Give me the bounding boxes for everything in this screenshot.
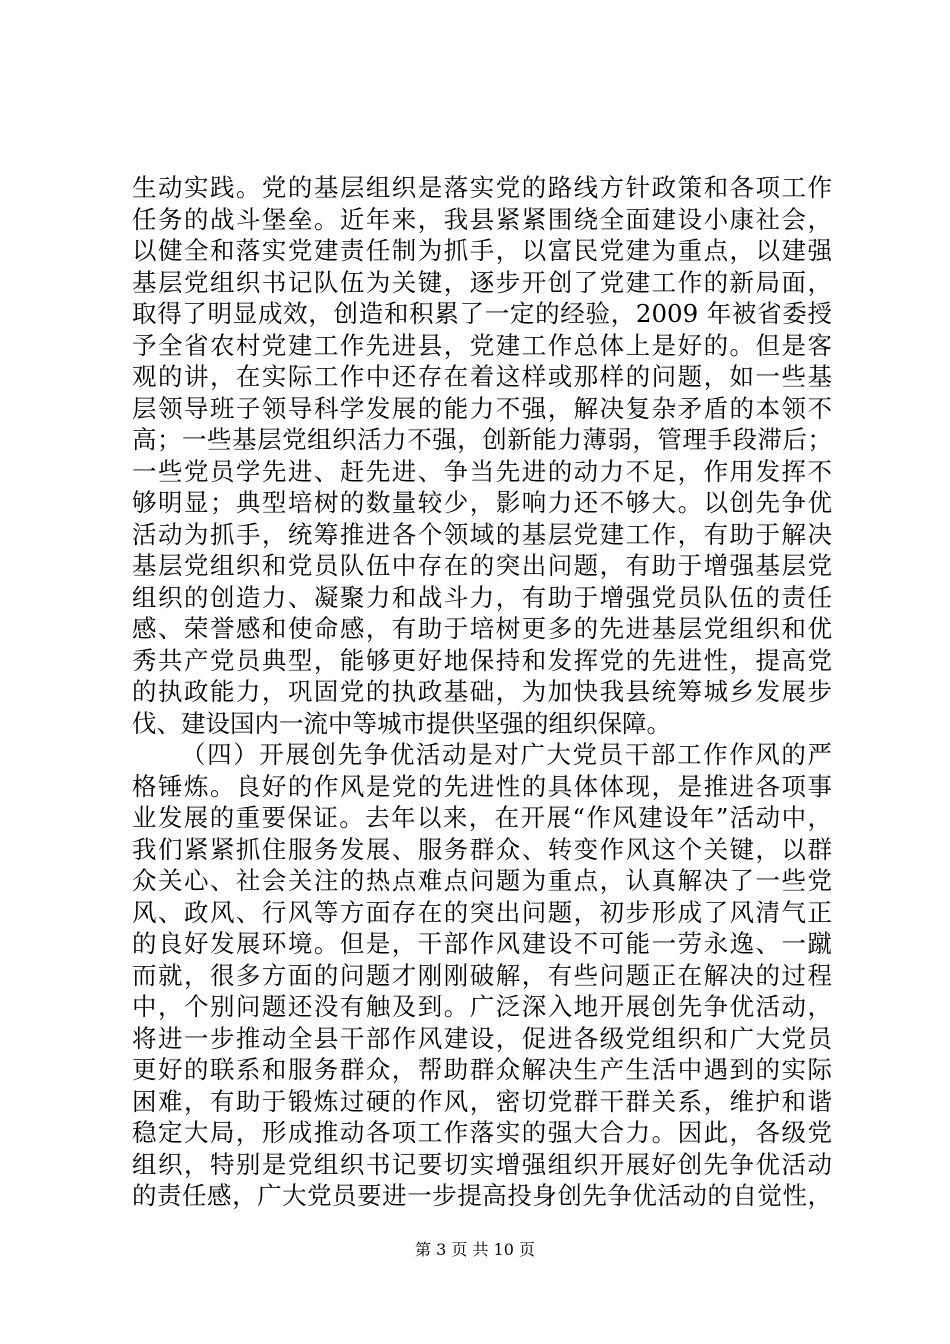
text-line: 格锤炼。良好的作风是党的先进性的具体体现，是推进各项事 <box>132 771 832 801</box>
text-line: 众关心、社会关注的热点难点问题为重点，认真解决了一些党 <box>132 866 832 895</box>
text-line: 困难，有助于锻炼过硬的作风，密切党群干群关系，维护和谐 <box>132 1086 832 1116</box>
text-line: 取得了明显成效，创造和积累了一定的经验，2009 年被省委授 <box>132 299 832 328</box>
text-line: 组织，特别是党组织书记要切实增强组织开展好创先争优活动 <box>132 1149 832 1179</box>
page-number-footer: 第 3 页 共 10 页 <box>415 1240 535 1259</box>
text-line: 秀共产党员典型，能够更好地保持和发挥党的先进性，提高党 <box>132 645 832 675</box>
text-line: 稳定大局，形成推动各项工作落实的强大合力。因此，各级党 <box>132 1118 832 1147</box>
text-line: 伐、建设国内一流中等城市提供坚强的组织保障。 <box>132 708 671 738</box>
text-line: 感、荣誉感和使命感，有助于培树更多的先进基层党组织和优 <box>132 614 832 643</box>
text-line: 的执政能力，巩固党的执政基础，为加快我县统筹城乡发展步 <box>132 677 832 706</box>
text-line: 中，个别问题还没有触及到。广泛深入地开展创先争优活动， <box>132 992 832 1021</box>
body-text <box>132 172 832 1212</box>
text-line: 风、政风、行风等方面存在的突出问题，初步形成了风清气正 <box>132 897 832 927</box>
text-line: 基层党组织和党员队伍中存在的突出问题，有助于增强基层党 <box>132 551 832 580</box>
text-line: （四）开展创先争优活动是对广大党员干部工作作风的严 <box>181 740 832 769</box>
text-line: 层领导班子领导科学发展的能力不强，解决复杂矛盾的本领不 <box>132 393 832 423</box>
text-line: 予全省农村党建工作先进县，党建工作总体上是好的。但是客 <box>132 330 832 360</box>
text-line: 业发展的重要保证。去年以来，在开展“作风建设年”活动中， <box>132 803 832 832</box>
text-line: 高；一些基层党组织活力不强，创新能力薄弱，管理手段滞后； <box>132 425 832 454</box>
text-line: 够明显；典型培树的数量较少，影响力还不够大。以创先争优 <box>132 488 832 517</box>
text-line: 生动实践。党的基层组织是落实党的路线方针政策和各项工作 <box>132 173 832 202</box>
text-line: 任务的战斗堡垒。近年来，我县紧紧围绕全面建设小康社会， <box>132 204 832 234</box>
text-line: 的责任感，广大党员要进一步提高投身创先争优活动的自觉性， <box>132 1181 832 1210</box>
text-line: 的良好发展环境。但是，干部作风建设不可能一劳永逸、一蹴 <box>132 929 832 958</box>
text-line: 一些党员学先进、赶先进、争当先进的动力不足，作用发挥不 <box>132 456 832 486</box>
text-line: 将进一步推动全县干部作风建设，促进各级党组织和广大党员 <box>132 1023 832 1053</box>
text-line: 以健全和落实党建责任制为抓手，以富民党建为重点，以建强 <box>132 236 832 265</box>
text-line: 观的讲，在实际工作中还存在着这样或那样的问题，如一些基 <box>132 362 832 391</box>
text-line: 我们紧紧抓住服务发展、服务群众、转变作风这个关键，以群 <box>132 834 832 864</box>
text-line: 更好的联系和服务群众，帮助群众解决生产生活中遇到的实际 <box>132 1055 832 1084</box>
text-line: 活动为抓手，统筹推进各个领域的基层党建工作，有助于解决 <box>132 519 832 549</box>
text-line: 基层党组织书记队伍为关键，逐步开创了党建工作的新局面， <box>132 267 832 297</box>
text-line: 组织的创造力、凝聚力和战斗力，有助于增强党员队伍的责任 <box>132 582 832 612</box>
text-line: 而就，很多方面的问题才刚刚破解，有些问题正在解决的过程 <box>132 960 832 990</box>
